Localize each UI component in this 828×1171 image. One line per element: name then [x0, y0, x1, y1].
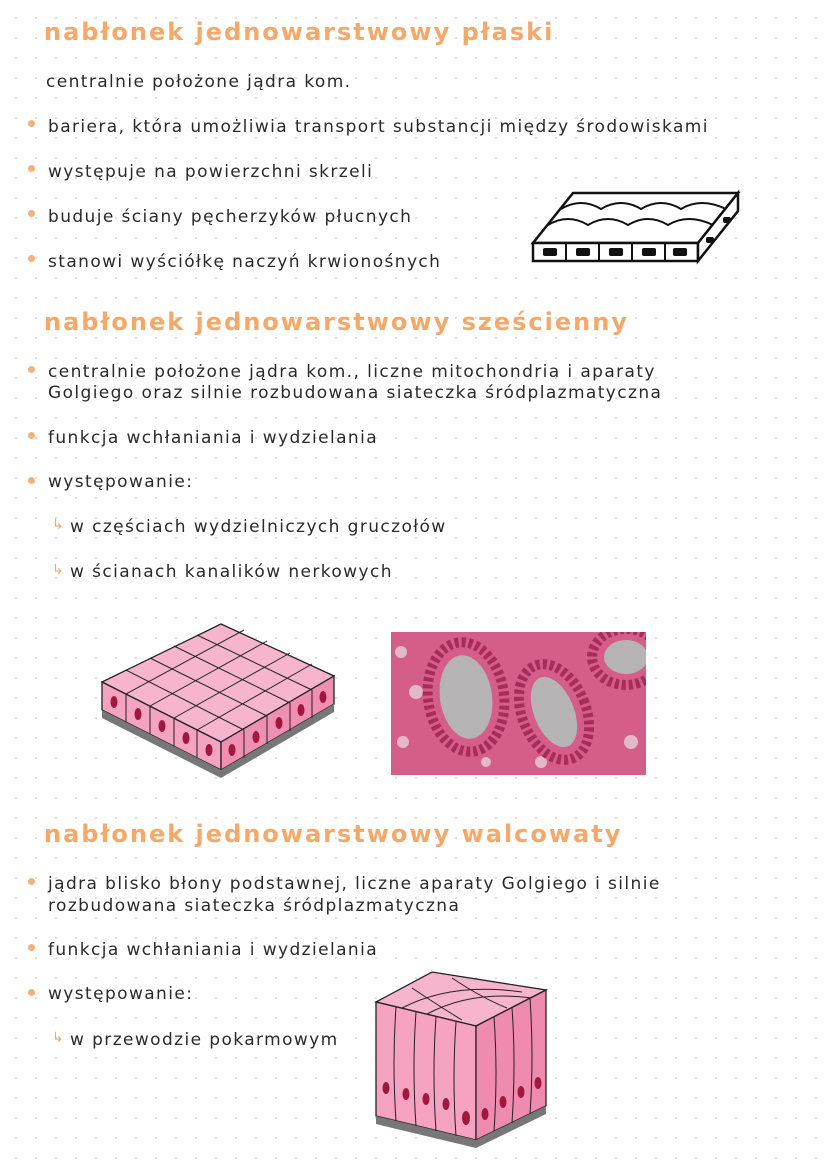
arrow-icon: ↳ [52, 517, 64, 533]
intro-text: centralnie położone jądra kom. [46, 72, 352, 92]
bullet-item: stanowi wyściółkę naczyń krwionośnych [48, 252, 442, 272]
arrow-icon: ↳ [52, 1030, 64, 1046]
cuboidal-epithelium-illustration [96, 618, 341, 783]
section-title-cuboidal: nabłonek jednowarstwowy sześcienny [44, 308, 629, 336]
bullet-item: buduje ściany pęcherzyków płucnych [48, 207, 413, 227]
bullet-dot [28, 944, 35, 951]
bullet-item: występuje na powierzchni skrzeli [48, 162, 374, 182]
bullet-item-line1: centralnie położone jądra kom., liczne mitochondria i aparaty [48, 362, 656, 382]
squamous-epithelium-illustration [528, 185, 748, 265]
bullet-dot [28, 120, 35, 127]
bullet-item-line2: rozbudowana siateczka śródplazmatyczna [48, 896, 461, 916]
bullet-item: występowanie: [48, 984, 194, 1004]
bullet-dot [28, 878, 35, 885]
kidney-tubules-micrograph [391, 632, 646, 775]
bullet-item-line2: Golgiego oraz silnie rozbudowana siateczka śródplazmatyczna [48, 383, 663, 403]
bullet-item: funkcja wchłaniania i wydzielania [48, 940, 379, 960]
bullet-dot [28, 432, 35, 439]
bullet-dot [28, 255, 35, 262]
columnar-epithelium-illustration [372, 968, 552, 1153]
sub-item: w przewodzie pokarmowym [70, 1030, 339, 1050]
sub-item: w częściach wydzielniczych gruczołów [70, 517, 447, 537]
bullet-dot [28, 165, 35, 172]
bullet-item: funkcja wchłaniania i wydzielania [48, 428, 379, 448]
section-title-squamous: nabłonek jednowarstwowy płaski [44, 18, 555, 46]
bullet-dot [28, 477, 35, 484]
bullet-dot [28, 210, 35, 217]
bullet-item: występowanie: [48, 472, 194, 492]
sub-item: w ścianach kanalików nerkowych [70, 562, 393, 582]
bullet-item-line1: jądra blisko błony podstawnej, liczne aparaty Golgiego i silnie [48, 874, 661, 894]
section-title-columnar: nabłonek jednowarstwowy walcowaty [44, 820, 623, 848]
bullet-dot [28, 366, 35, 373]
bullet-dot [28, 989, 35, 996]
arrow-icon: ↳ [52, 562, 64, 578]
bullet-item: bariera, która umożliwia transport substancji między środowiskami [48, 117, 709, 137]
